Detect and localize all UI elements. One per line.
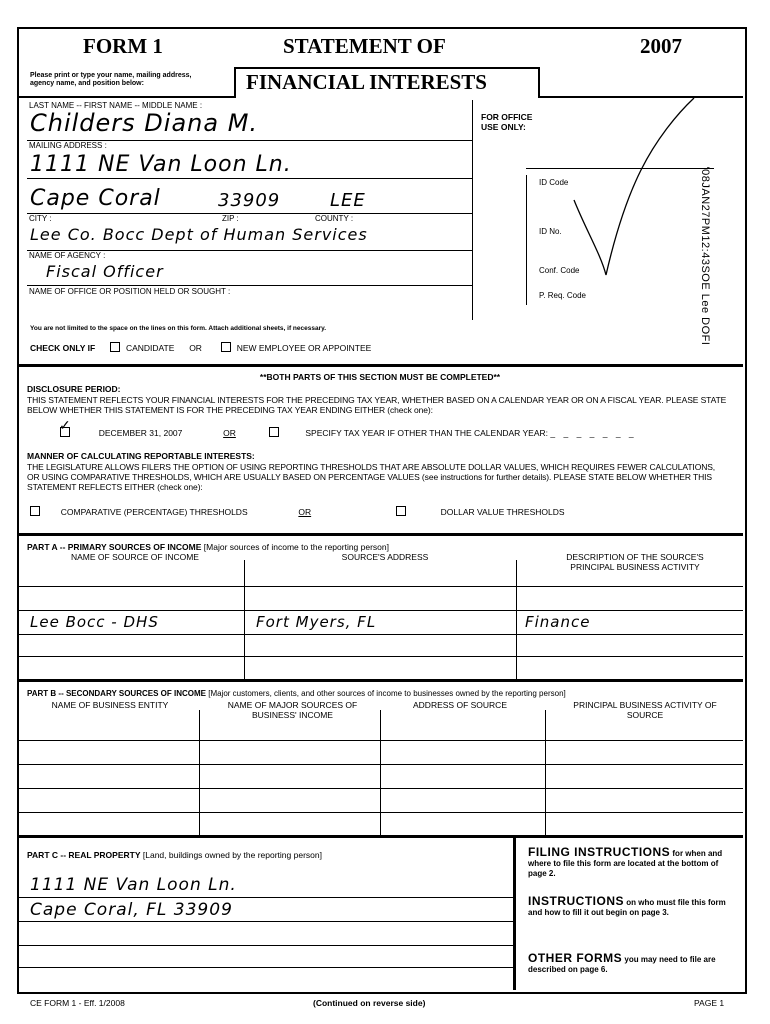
address-line xyxy=(27,178,472,179)
part-c-title: PART C -- REAL PROPERTY xyxy=(27,850,141,860)
form-year: 2007 xyxy=(640,34,682,58)
part-c-header xyxy=(27,850,322,860)
office-use-label: FOR OFFICE USE ONLY: xyxy=(481,112,533,132)
filing-title: FILING INSTRUCTIONS xyxy=(528,845,671,859)
space-note: You are not limited to the space on the lines on this form. Attach additional sheets, if necessary. xyxy=(30,325,327,332)
comparative-label: COMPARATIVE (PERCENTAGE) THRESHOLDS xyxy=(60,507,248,517)
received-stamp: '08JAN27PM12:43SOE Lee DOFI xyxy=(699,166,711,346)
part-a-row-line-1 xyxy=(17,586,743,587)
title-box-right xyxy=(538,67,540,98)
part-b-col-divider-1 xyxy=(199,710,200,835)
instructions-text: on who must file this form and how to fill it out begin on page 3. xyxy=(528,898,726,917)
period-choice-row: ✓ DECEMBER 31, 2007 OR SPECIFY TAX YEAR IF OTHER THAN THE CALENDAR YEAR: _ _ _ _ _ _ _ xyxy=(59,417,637,438)
part-c-line-3 xyxy=(17,945,513,946)
position-label: NAME OF OFFICE OR POSITION HELD OR SOUGHT : xyxy=(29,287,231,296)
manner-title: MANNER OF CALCULATING REPORTABLE INTERESTS: xyxy=(27,451,255,461)
part-a-source-activity[interactable]: Finance xyxy=(525,613,591,631)
identity-right-border xyxy=(472,100,473,320)
part-b-col1-header: NAME OF BUSINESS ENTITY xyxy=(51,700,169,710)
disclosure-top-border xyxy=(17,364,743,367)
part-a-source-name[interactable]: Lee Bocc - DHS xyxy=(30,613,159,631)
instruction-box-left xyxy=(513,837,516,990)
city-value[interactable]: Cape Coral xyxy=(30,186,161,211)
part-c-subtitle: [Land, buildings owned by the reporting person] xyxy=(142,850,322,860)
part-a-row-line-4 xyxy=(17,656,743,657)
specify-label: SPECIFY TAX YEAR IF OTHER THAN THE CALENDAR YEAR: xyxy=(305,428,549,438)
part-c-line-1 xyxy=(17,897,513,898)
december-label: DECEMBER 31, 2007 xyxy=(98,428,183,438)
part-b-row-line-3 xyxy=(17,788,743,789)
candidate-checkbox[interactable] xyxy=(110,342,120,352)
title-line1: STATEMENT OF xyxy=(283,34,446,58)
part-a-top-border xyxy=(17,533,743,536)
position-value[interactable]: Fiscal Officer xyxy=(46,262,164,281)
or-underline-2: OR xyxy=(298,507,312,517)
part-a-header xyxy=(27,542,389,552)
part-a-col-divider-2 xyxy=(516,560,517,680)
or-underline: OR xyxy=(223,428,236,438)
part-b-col-divider-2 xyxy=(380,710,381,835)
part-b-col3-header: ADDRESS OF SOURCE xyxy=(413,700,507,710)
part-b-row-line-4 xyxy=(17,812,743,813)
agency-label: NAME OF AGENCY : xyxy=(29,251,106,260)
part-b-row-line-2 xyxy=(17,764,743,765)
both-parts-note: **BOTH PARTS OF THIS SECTION MUST BE COMPLETED** xyxy=(259,372,501,382)
header-divider-left xyxy=(17,96,235,98)
part-c-line-2 xyxy=(17,921,513,922)
office-box-left xyxy=(526,175,527,305)
dollar-label: DOLLAR VALUE THRESHOLDS xyxy=(440,507,565,517)
name-value[interactable]: Childers Diana M. xyxy=(30,109,259,137)
id-no-label: ID No. xyxy=(539,227,562,236)
name-label: LAST NAME -- FIRST NAME -- MIDDLE NAME : xyxy=(29,101,203,110)
part-a-subtitle: [Major sources of income to the reporting person] xyxy=(203,542,389,552)
part-a-col2-header: SOURCE'S ADDRESS xyxy=(341,552,429,562)
footer-center: (Continued on reverse side) xyxy=(313,998,426,1008)
form-label: FORM 1 xyxy=(83,34,163,58)
filing-instructions-block xyxy=(528,847,738,879)
manner-text: THE LEGISLATURE ALLOWS FILERS THE OPTION OF USING REPORTING THRESHOLDS THAT ARE ABSOLUTE DOLLAR VALUES, WHICH REQUIRES FEWER CALCULATIONS, OR USING COMPARATIVE THRESHOLDS, WHICH ARE USUALLY BASED ON PERCENTAGE VALUES (see instructions for further details). PLEASE STATE BELOW WHETHER THIS STATEMENT REFLECTS EITHER (check one): xyxy=(27,462,716,492)
part-b-top-border xyxy=(17,679,743,682)
title-line2: FINANCIAL INTERESTS xyxy=(246,70,487,94)
city-label: CITY : xyxy=(29,214,52,223)
part-a-row-line-2 xyxy=(17,610,743,611)
id-code-label: ID Code xyxy=(539,178,569,187)
new-employee-checkbox[interactable] xyxy=(221,342,231,352)
threshold-choice-row xyxy=(30,506,565,517)
footer-left: CE FORM 1 - Eff. 1/2008 xyxy=(30,998,125,1008)
county-value[interactable]: LEE xyxy=(330,190,366,211)
part-a-col1-header: NAME OF SOURCE OF INCOME xyxy=(71,552,199,562)
footer-right: PAGE 1 xyxy=(694,998,725,1008)
address-value[interactable]: 1111 NE Van Loon Ln. xyxy=(30,152,292,177)
part-b-col2-header: NAME OF MAJOR SOURCES OF BUSINESS' INCOME xyxy=(227,700,358,720)
mailing-label: MAILING ADDRESS : xyxy=(29,141,107,150)
dollar-checkbox[interactable] xyxy=(396,506,406,516)
or-label: OR xyxy=(189,343,202,353)
part-a-col-divider-1 xyxy=(244,560,245,680)
other-forms-title: OTHER FORMS xyxy=(528,951,623,965)
agency-value[interactable]: Lee Co. Bocc Dept of Human Services xyxy=(30,225,368,244)
conf-code-label: Conf. Code xyxy=(539,266,580,275)
part-a-col3-header: DESCRIPTION OF THE SOURCE'S PRINCIPAL BUSINESS ACTIVITY xyxy=(566,552,704,572)
part-b-col-divider-3 xyxy=(545,710,546,835)
zip-value[interactable]: 33909 xyxy=(218,190,281,211)
instructions-block xyxy=(528,896,738,918)
instructions-title: INSTRUCTIONS xyxy=(528,894,624,908)
part-b-header xyxy=(27,689,566,699)
county-label: COUNTY : xyxy=(315,214,354,223)
december-checkbox[interactable]: ✓ xyxy=(60,427,70,437)
zip-label: ZIP : xyxy=(222,214,239,223)
checkmark-icon xyxy=(566,90,706,290)
candidate-label: CANDIDATE xyxy=(125,343,175,353)
filing-text: for when and where to file this form are located at the bottom of page 2. xyxy=(528,849,723,878)
part-b-title: PART B -- SECONDARY SOURCES OF INCOME xyxy=(27,689,206,698)
print-instructions: Please print or type your name, mailing address, agency name, and position below: xyxy=(30,72,192,87)
position-line xyxy=(27,285,472,286)
part-c-top-border xyxy=(17,835,743,838)
title-box-top xyxy=(234,67,540,69)
disclosure-period-text: THIS STATEMENT REFLECTS YOUR FINANCIAL INTERESTS FOR THE PRECEDING TAX YEAR, WHETHER BASED ON A CALENDAR YEAR OR ON A FISCAL YEAR. PLEASE STATE BELOW WHETHER THIS STATEMENT IS FOR THE PRECEDING TAX YEAR ENDING EITHER (check one): xyxy=(27,395,727,415)
check-only-label: CHECK ONLY IF xyxy=(30,343,96,353)
other-forms-block xyxy=(528,953,738,975)
comparative-checkbox[interactable] xyxy=(30,506,40,516)
p-req-code-label: P. Req. Code xyxy=(539,291,586,300)
disclosure-period-title: DISCLOSURE PERIOD: xyxy=(27,384,121,394)
check-only-row xyxy=(30,342,371,353)
part-b-col4-header: PRINCIPAL BUSINESS ACTIVITY OF SOURCE xyxy=(573,700,717,720)
part-c-property-line1[interactable]: 1111 NE Van Loon Ln. xyxy=(30,875,237,895)
new-employee-label: NEW EMPLOYEE OR APPOINTEE xyxy=(236,343,372,353)
part-a-source-address[interactable]: Fort Myers, FL xyxy=(256,613,377,631)
specify-checkbox[interactable] xyxy=(269,427,279,437)
part-a-title: PART A -- PRIMARY SOURCES OF INCOME xyxy=(27,542,202,552)
part-c-line-4 xyxy=(17,967,513,968)
part-a-row-line-3 xyxy=(17,634,743,635)
title-box-left xyxy=(234,67,236,98)
other-forms-text: you may need to file are described on page 6. xyxy=(528,955,716,974)
part-c-property-line2[interactable]: Cape Coral, FL 33909 xyxy=(30,900,233,920)
part-b-row-line-1 xyxy=(17,740,743,741)
city-line xyxy=(27,213,472,214)
part-b-subtitle: [Major customers, clients, and other sources of income to businesses owned by the reporting person] xyxy=(208,689,566,698)
